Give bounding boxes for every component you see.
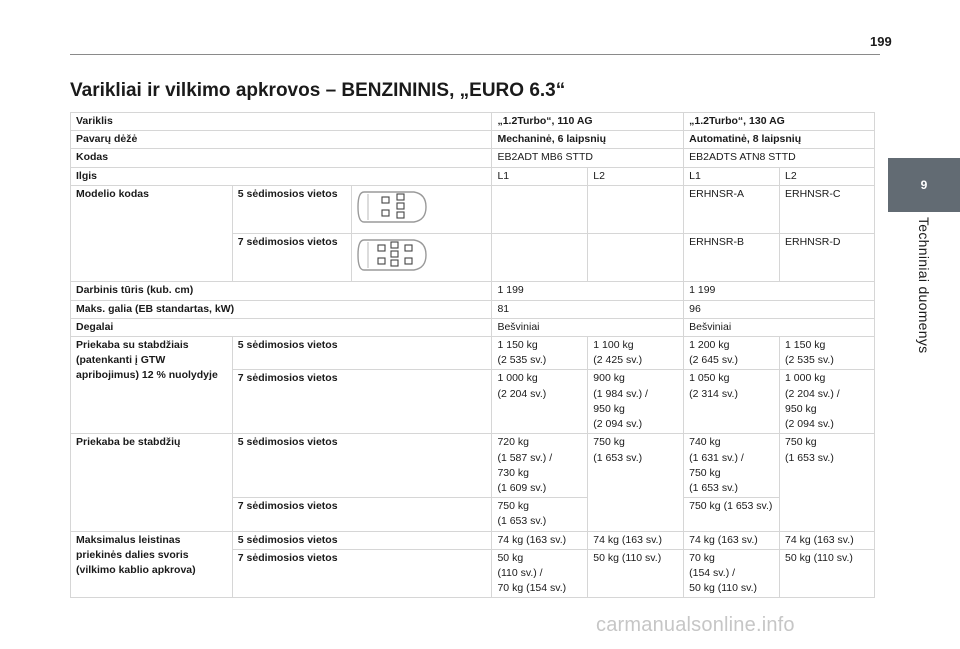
seats-5-label: 5 sėdimosios vietos [232,434,492,498]
gearbox-2: Automatinė, 8 laipsnių [684,131,875,149]
nose-5-c1: 74 kg (163 sv.) [492,531,588,549]
seats-7-label: 7 sėdimosios vietos [232,234,351,282]
model-code-5-l1: ERHNSR-A [684,185,780,233]
nose-7-c4: 50 kg (110 sv.) [780,549,875,598]
braked-7-c4: 1 000 kg (2 204 sv.) / 950 kg (2 094 sv.) [780,370,875,434]
braked-5-c4: 1 150 kg (2 535 sv.) [780,336,875,369]
braked-7-c1: 1 000 kg (2 204 sv.) [492,370,588,434]
unbraked-c4: 750 kg (1 653 sv.) [780,434,875,531]
braked-7-c3: 1 050 kg (2 314 sv.) [684,370,780,434]
model-code-7-l1: ERHNSR-B [684,234,780,282]
page-number: 199 [870,34,892,49]
model-code-label: Modelio kodas [71,185,233,281]
unbraked-5-c3: 740 kg (1 631 sv.) / 750 kg (1 653 sv.) [684,434,780,498]
power-1: 81 [492,300,684,318]
fuel-1: Bešviniai [492,318,684,336]
braked-7-c2: 900 kg (1 984 sv.) / 950 kg (2 094 sv.) [588,370,684,434]
seats-7-label: 7 sėdimosios vietos [232,498,492,531]
nose-5-c2: 74 kg (163 sv.) [588,531,684,549]
engine-2: „1.2Turbo“, 130 AG [684,113,875,131]
engine-1: „1.2Turbo“, 110 AG [492,113,684,131]
table-row [71,185,875,233]
watermark: carmanualsonline.info [596,614,795,636]
unbraked-c2: 750 kg (1 653 sv.) [588,434,684,531]
power-label: Maks. galia (EB standartas, kW) [71,300,492,318]
nose-7-c2: 50 kg (110 sv.) [588,549,684,598]
engine-towing-table [70,112,875,598]
chapter-tab[interactable] [888,158,960,212]
unbraked-7-c1: 750 kg (1 653 sv.) [492,498,588,531]
fuel-2: Bešviniai [684,318,875,336]
chapter-label: Techniniai duomenys [916,217,932,354]
nose-weight-label: Maksimalus leistinas priekinės dalies svoris (vilkimo kablio apkrova) [71,531,233,598]
unbraked-trailer-label: Priekaba be stabdžių [71,434,233,531]
code-2: EB2ADTS ATN8 STTD [684,149,875,167]
engine-label: Variklis [71,113,492,131]
braked-5-c1: 1 150 kg (2 535 sv.) [492,336,588,369]
model-code-7-c2 [588,234,684,282]
capacity-1: 1 199 [492,282,684,300]
model-code-5-c1 [492,185,588,233]
table-row [71,113,875,131]
seats-7-label: 7 sėdimosios vietos [232,370,492,434]
code-1: EB2ADT MB6 STTD [492,149,684,167]
table-row [71,167,875,185]
unbraked-7-c3: 750 kg (1 653 sv.) [684,498,780,531]
table-row [71,149,875,167]
table-row [71,531,875,549]
table-row [71,434,875,498]
braked-5-c2: 1 100 kg (2 425 sv.) [588,336,684,369]
nose-7-c3: 70 kg (154 sv.) / 50 kg (110 sv.) [684,549,780,598]
length-l1: L1 [684,167,780,185]
seats-5-label: 5 sėdimosios vietos [232,336,492,369]
model-code-5-c2 [588,185,684,233]
page-title: Varikliai ir vilkimo apkrovos – BENZININIS, „EURO 6.3“ [70,80,566,101]
nose-5-c4: 74 kg (163 sv.) [780,531,875,549]
length-l2: L2 [780,167,875,185]
seats-5-label: 5 sėdimosios vietos [232,185,351,233]
car-7-seat-layout-icon [351,234,492,282]
car-5-seat-layout-icon [351,185,492,233]
power-2: 96 [684,300,875,318]
unbraked-5-c1: 720 kg (1 587 sv.) / 730 kg (1 609 sv.) [492,434,588,498]
table-row [71,282,875,300]
length-l2: L2 [588,167,684,185]
table-row [71,318,875,336]
fuel-label: Degalai [71,318,492,336]
seats-7-label: 7 sėdimosios vietos [232,549,492,598]
length-l1: L1 [492,167,588,185]
braked-trailer-label: Priekaba su stabdžiais (patenkanti į GTW apribojimus) 12 % nuolydyje [71,336,233,433]
nose-7-c1: 50 kg (110 sv.) / 70 kg (154 sv.) [492,549,588,598]
nose-5-c3: 74 kg (163 sv.) [684,531,780,549]
braked-5-c3: 1 200 kg (2 645 sv.) [684,336,780,369]
capacity-label: Darbinis tūris (kub. cm) [71,282,492,300]
table-row [71,336,875,369]
capacity-2: 1 199 [684,282,875,300]
code-label: Kodas [71,149,492,167]
model-code-7-l2: ERHNSR-D [780,234,875,282]
top-divider [70,54,880,55]
seats-5-label: 5 sėdimosios vietos [232,531,492,549]
table-row [71,131,875,149]
length-label: Ilgis [71,167,492,185]
gearbox-1: Mechaninė, 6 laipsnių [492,131,684,149]
model-code-7-c1 [492,234,588,282]
table-row [71,300,875,318]
gearbox-label: Pavarų dėžė [71,131,492,149]
model-code-5-l2: ERHNSR-C [780,185,875,233]
chapter-number: 9 [920,178,928,192]
